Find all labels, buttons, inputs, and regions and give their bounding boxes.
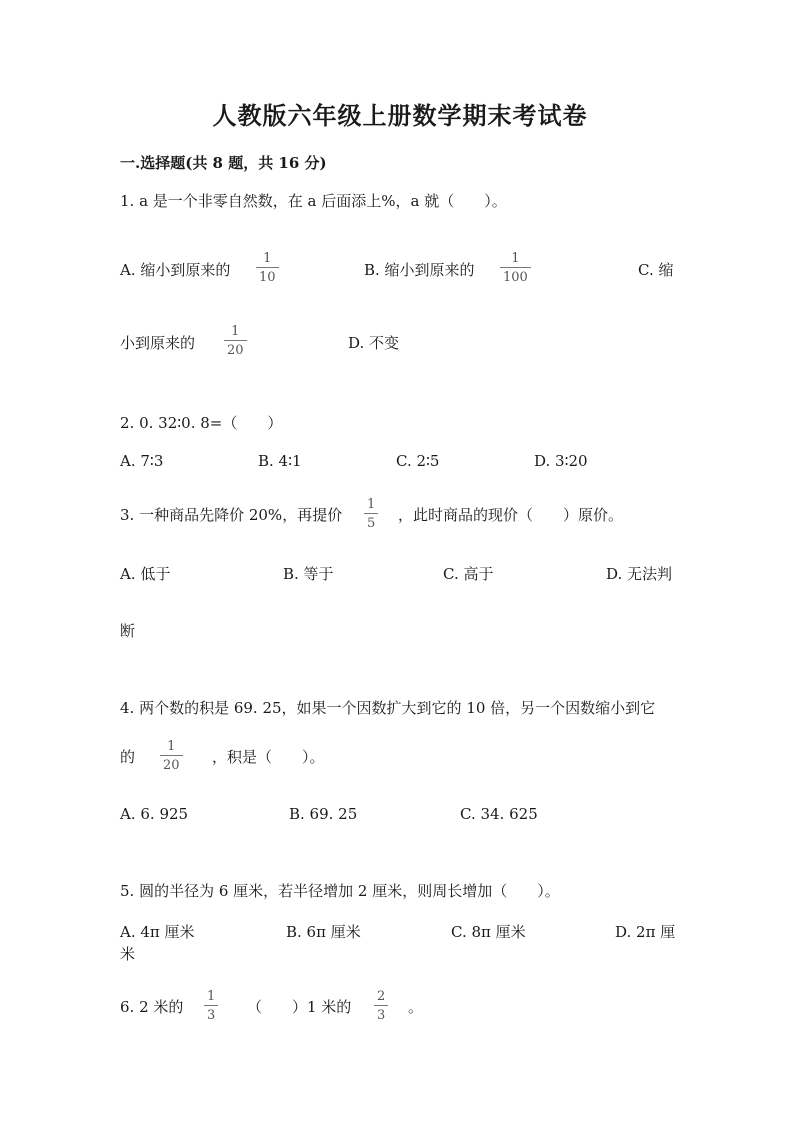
question-4-fraction [160, 740, 183, 772]
question-6-fraction-1 [204, 990, 218, 1022]
question-6-stem-end: 。 [408, 998, 424, 1016]
question-1-option-a-fraction [256, 252, 279, 284]
question-2-option-c: C. 2∶5 [396, 452, 440, 470]
question-3-option-d-start: D. 无法判 [606, 565, 673, 583]
question-1-option-a: A. 缩小到原来的 [120, 261, 231, 279]
question-3-option-c: C. 高于 [443, 565, 494, 583]
question-3-option-b: B. 等于 [283, 565, 334, 583]
fraction-denominator: 20 [227, 343, 244, 358]
question-3-option-a: A. 低于 [120, 565, 171, 583]
question-1-option-c-start: C. 缩 [638, 261, 674, 279]
question-1-stem: 1. a 是一个非零自然数，在 a 后面添上%，a 就（ ）。 [120, 192, 507, 210]
question-5-option-d-start: D. 2π 厘 [615, 923, 676, 941]
question-3-stem-start: 3. 一种商品先降价 20%，再提价 [120, 506, 343, 524]
fraction-numerator: 1 [207, 989, 216, 1004]
question-4-option-c: C. 34. 625 [460, 805, 538, 823]
question-6-stem-middle: （ ）1 米的 [247, 998, 352, 1016]
question-4-stem-end: ，积是（ ）。 [212, 748, 325, 766]
question-4-stem-start: 4. 两个数的积是 69. 25，如果一个因数扩大到它的 10 倍，另一个因数缩小到它 [120, 699, 656, 717]
question-1-option-b: B. 缩小到原来的 [364, 261, 475, 279]
fraction-numerator: 2 [377, 989, 386, 1004]
fraction-denominator: 10 [259, 270, 276, 285]
question-1-option-b-fraction [500, 252, 531, 284]
question-5-option-b: B. 6π 厘米 [286, 923, 361, 941]
fraction-denominator: 100 [503, 270, 528, 285]
fraction-denominator: 3 [207, 1008, 216, 1023]
question-5-option-a: A. 4π 厘米 [120, 923, 195, 941]
fraction-denominator: 20 [163, 758, 180, 773]
question-6-fraction-2 [374, 990, 388, 1022]
question-3-stem-end: ，此时商品的现价（ ）原价。 [398, 506, 624, 524]
question-4-option-a: A. 6. 925 [120, 805, 189, 823]
fraction-numerator: 1 [167, 739, 176, 754]
question-5-option-d-end: 米 [120, 945, 136, 963]
question-4-stem-middle: 的 [120, 748, 136, 766]
question-3-option-d-end: 断 [120, 622, 136, 640]
fraction-numerator: 1 [367, 497, 376, 512]
question-5-option-c: C. 8π 厘米 [451, 923, 526, 941]
question-3-fraction [364, 498, 378, 530]
question-4-option-b: B. 69. 25 [289, 805, 358, 823]
fraction-denominator: 5 [367, 516, 376, 531]
fraction-numerator: 1 [511, 251, 520, 266]
fraction-numerator: 1 [231, 324, 240, 339]
page-title: 人教版六年级上册数学期末考试卷 [212, 101, 588, 130]
question-1-option-c-fraction [224, 325, 247, 357]
fraction-denominator: 3 [377, 1008, 386, 1023]
question-1-option-d: D. 不变 [348, 334, 400, 352]
question-2-option-b: B. 4∶1 [258, 452, 302, 470]
question-2-option-a: A. 7∶3 [120, 452, 164, 470]
section-heading: 一.选择题(共 8 题，共 16 分) [120, 154, 327, 172]
question-2-stem: 2. 0. 32∶0. 8=（ ） [120, 414, 283, 432]
question-2-option-d: D. 3∶20 [534, 452, 588, 470]
question-5-stem: 5. 圆的半径为 6 厘米，若半径增加 2 厘米，则周长增加（ ）。 [120, 882, 560, 900]
question-1-option-c-end: 小到原来的 [120, 334, 196, 352]
question-6-stem-start: 6. 2 米的 [120, 998, 184, 1016]
fraction-numerator: 1 [263, 251, 272, 266]
